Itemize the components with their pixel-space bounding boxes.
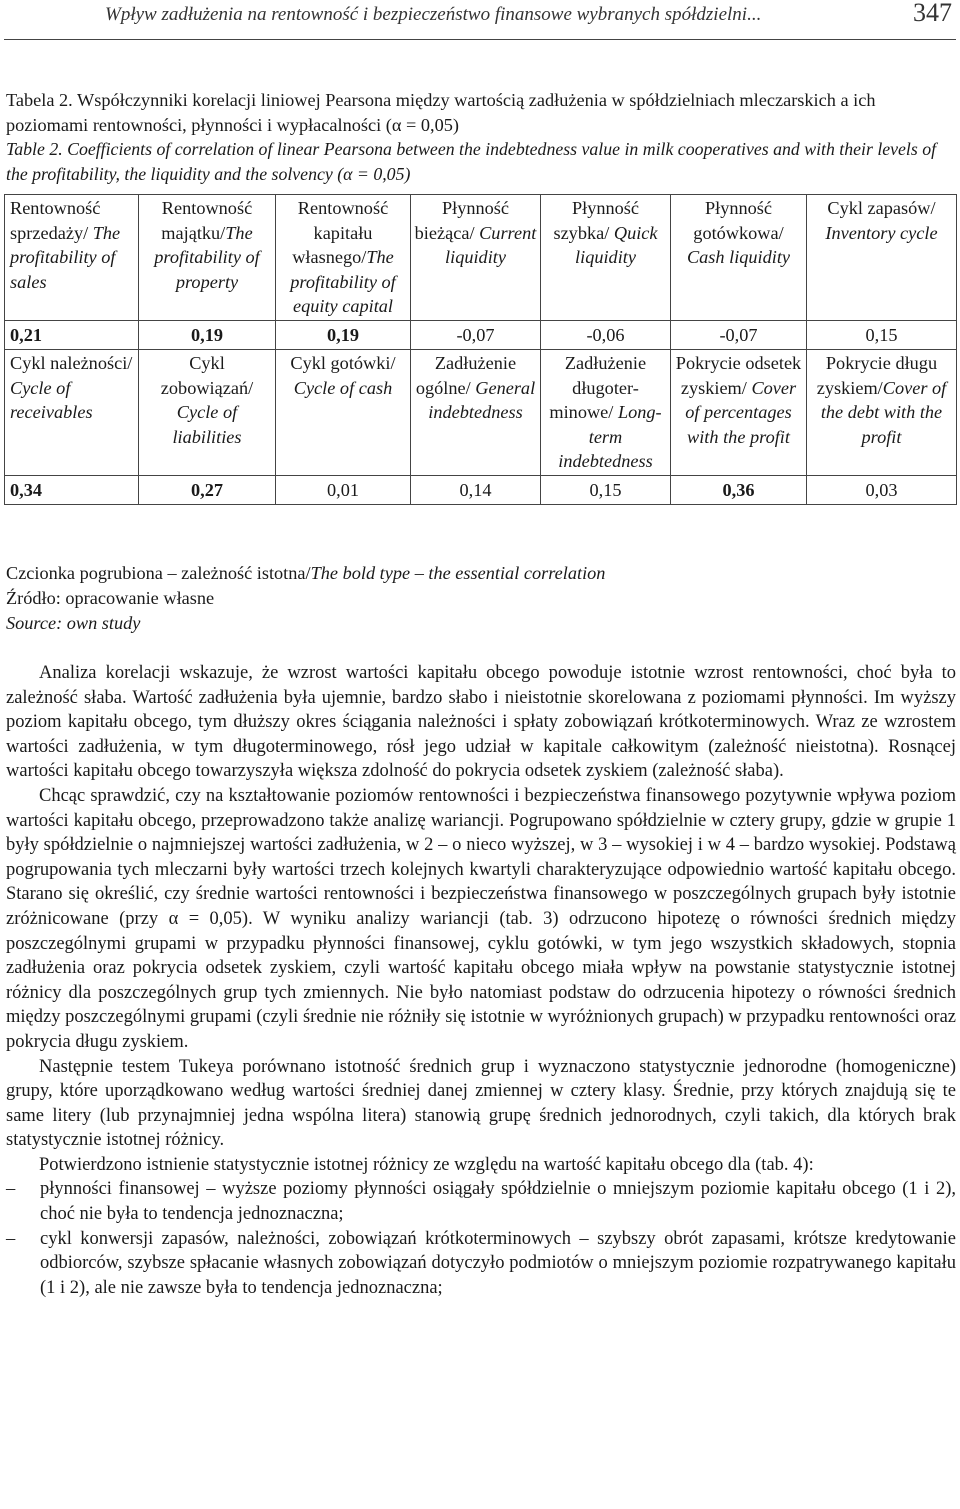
paragraph: Chcąc sprawdzić, czy na kształtowanie poziomów rentowności i bezpieczeństwa finansowego pozytywnie wpływa poziom wartości kapitału obcego, przeprowadzono także analizę wariancji. Pogrupowano spółdzielnie w cztery grupy, gdzie w grupie 1 były spółdzielnie o najmniejszej wartości zadłużenia, w 2 – o nieco wyższej, w 3 – wysokiej i w 4 – bardzo wysokiej. Podstawą pogrupowania tych mleczarni były wartości trzech kolejnych kwartyli charakteryzujące odpowiednio wartość kapitału obcego. Starano się określić, czy średnie wartości rentowności i bezpieczeństwa finansowego w poszczególnych grupach były istotnie zróżnicowane (przy α = 0,05). W wyniku analizy wariancji (tab. 3) odrzucono hipotezę o równości średnich między poszczególnymi grupami w przypadku płynności finansowej, cyklu gotówki, w tym jego wszystkich składowych, stopnia zadłużenia oraz pokrycia odsetek zyskiem, czyli wartość kapitału obcego miała wpływ na powstanie statystycznie istotnej różnicy dla poszczególnych grup tych zmiennych. Nie było natomiast podstaw do odrzucenia hipotezy o równości średnich między poszczególnymi grupami (czyli średnie nie różniły się istotnie w wyróżnionych grupach) w przypadku rentowności oraz pokrycia długu zyskiem. <box>6 785 956 1052</box>
value-cell: 0,21 <box>5 320 139 350</box>
correlation-table <box>4 194 957 505</box>
running-header <box>0 0 960 40</box>
table-values-row-1 <box>5 320 957 350</box>
table-notes <box>6 561 956 636</box>
dash-marker: – <box>6 1179 16 1200</box>
value-cell: 0,19 <box>276 320 411 350</box>
header-cell: Zadłużenie długoter-minowe/ Long-term indebtedness <box>541 350 671 476</box>
header-cell: Płynność bieżąca/ Current liquidity <box>411 195 541 321</box>
header-cell: Cykl należności/ Cycle of receivables <box>5 350 139 476</box>
header-cell: Rentowność majątku/The profitability of property <box>139 195 276 321</box>
value-cell: 0,27 <box>139 475 276 505</box>
table-caption-polish: Tabela 2. Współczynniki korelacji liniowej Pearsona między wartością zadłużenia w spółdzielniach mleczarskich a ich poziomami rentowności, płynności i wypłacalności (α = 0,05) <box>6 90 876 135</box>
running-title: Wpływ zadłużenia na rentowność i bezpieczeństwo finansowe wybranych spółdzielni... <box>105 4 762 25</box>
page-number: 347 <box>913 0 952 27</box>
paragraph: Następnie testem Tukeya porównano istotność średnich grup i wyznaczono statystycznie jednorodne (homogeniczne) grupy, które uporządkowano według wartości średniej danej zmiennej w cztery klasy. Średnie, przy których znajdują się te same litery (lub przynajmniej jedna wspólna litera) stanowią grupę średnich jednorodnych, czyli takich, dla których brak statystycznie istotnej różnicy. <box>6 1056 956 1151</box>
header-cell: Rentowność kapitału własnego/The profitability of equity capital <box>276 195 411 321</box>
header-cell: Płynność szybka/ Quick liquidity <box>541 195 671 321</box>
bold-note: Czcionka pogrubiona – zależność istotna/The bold type – the essential correlation <box>6 563 606 583</box>
header-rule <box>4 39 956 40</box>
table-header-row-1 <box>5 195 957 321</box>
value-cell: 0,36 <box>671 475 807 505</box>
paragraph: Analiza korelacji wskazuje, że wzrost wartości kapitału obcego powoduje istotnie wzrost rentowności, choć była to zależność słaba. Wartość zadłużenia była ujemnie, bardzo słabo i nieistotnie skorelowana z poziomami płynności. Im wyższy poziom kapitału obcego, tym dłuższy okres ściągania należności i spłaty zobowiązań krótkoterminowych. Wraz ze wzrostem wartości zadłużenia, w tym długoterminowego, rósł jego udział w kapitale całkowitym (zależność nieistotna). Rosnącej wartości kapitału obcego towarzyszyła większa zdolność do pokrycia odsetek zyskiem (zależność słaba). <box>6 663 956 782</box>
header-cell: Cykl gotówki/ Cycle of cash <box>276 350 411 476</box>
value-cell: -0,07 <box>671 320 807 350</box>
list-item: – cykl konwersji zapasów, należności, zobowiązań krótkoterminowych – szybszy obrót zapasami, krótsze kredytowanie odbiorców, szybsze spłacanie własnych zobowiązań dotyczyło podmiotów o mniejszym poziomie rozpatrywanego kapitału (1 i 2), ale nie zawsze była to tendencja jednoznaczna; <box>6 1228 956 1298</box>
body-text <box>6 661 956 1300</box>
list-item: – płynności finansowej – wyższe poziomy płynności osiągały spółdzielnie o mniejszym poziomie kapitału obcego (1 i 2), choć nie była to tendencja jednoznaczna; <box>6 1179 956 1225</box>
header-cell: Cykl zapasów/ Inventory cycle <box>807 195 957 321</box>
value-cell: -0,07 <box>411 320 541 350</box>
bullet-list <box>6 1177 956 1300</box>
header-cell: Płynność gotówkowa/ Cash liquidity <box>671 195 807 321</box>
source-note-polish: Źródło: opracowanie własne <box>6 588 215 608</box>
paragraph: Potwierdzono istnienie statystycznie istotnej różnicy ze względu na wartość kapitału obcego dla (tab. 4): <box>39 1154 814 1175</box>
value-cell: 0,14 <box>411 475 541 505</box>
table-values-row-2 <box>5 475 957 505</box>
header-cell: Cykl zobowiązań/ Cycle of liabilities <box>139 350 276 476</box>
table-caption-english: Table 2. Coefficients of correlation of linear Pearsona between the indebtedness value in milk cooperatives and with their levels of the profitability, the liquidity and the solvency (α = 0,05) <box>6 139 937 184</box>
value-cell: 0,15 <box>807 320 957 350</box>
value-cell: 0,34 <box>5 475 139 505</box>
value-cell: 0,15 <box>541 475 671 505</box>
value-cell: 0,03 <box>807 475 957 505</box>
dash-marker: – <box>6 1228 16 1249</box>
header-cell: Pokrycie długu zyskiem/Cover of the debt with the profit <box>807 350 957 476</box>
value-cell: 0,01 <box>276 475 411 505</box>
table-header-row-2 <box>5 350 957 476</box>
header-cell: Pokrycie odsetek zyskiem/ Cover of percentages with the profit <box>671 350 807 476</box>
value-cell: -0,06 <box>541 320 671 350</box>
header-cell: Rentowność sprzedaży/ The profitability of sales <box>5 195 139 321</box>
value-cell: 0,19 <box>139 320 276 350</box>
source-note-english: Source: own study <box>6 613 141 633</box>
header-cell: Zadłużenie ogólne/ General indebtedness <box>411 350 541 476</box>
